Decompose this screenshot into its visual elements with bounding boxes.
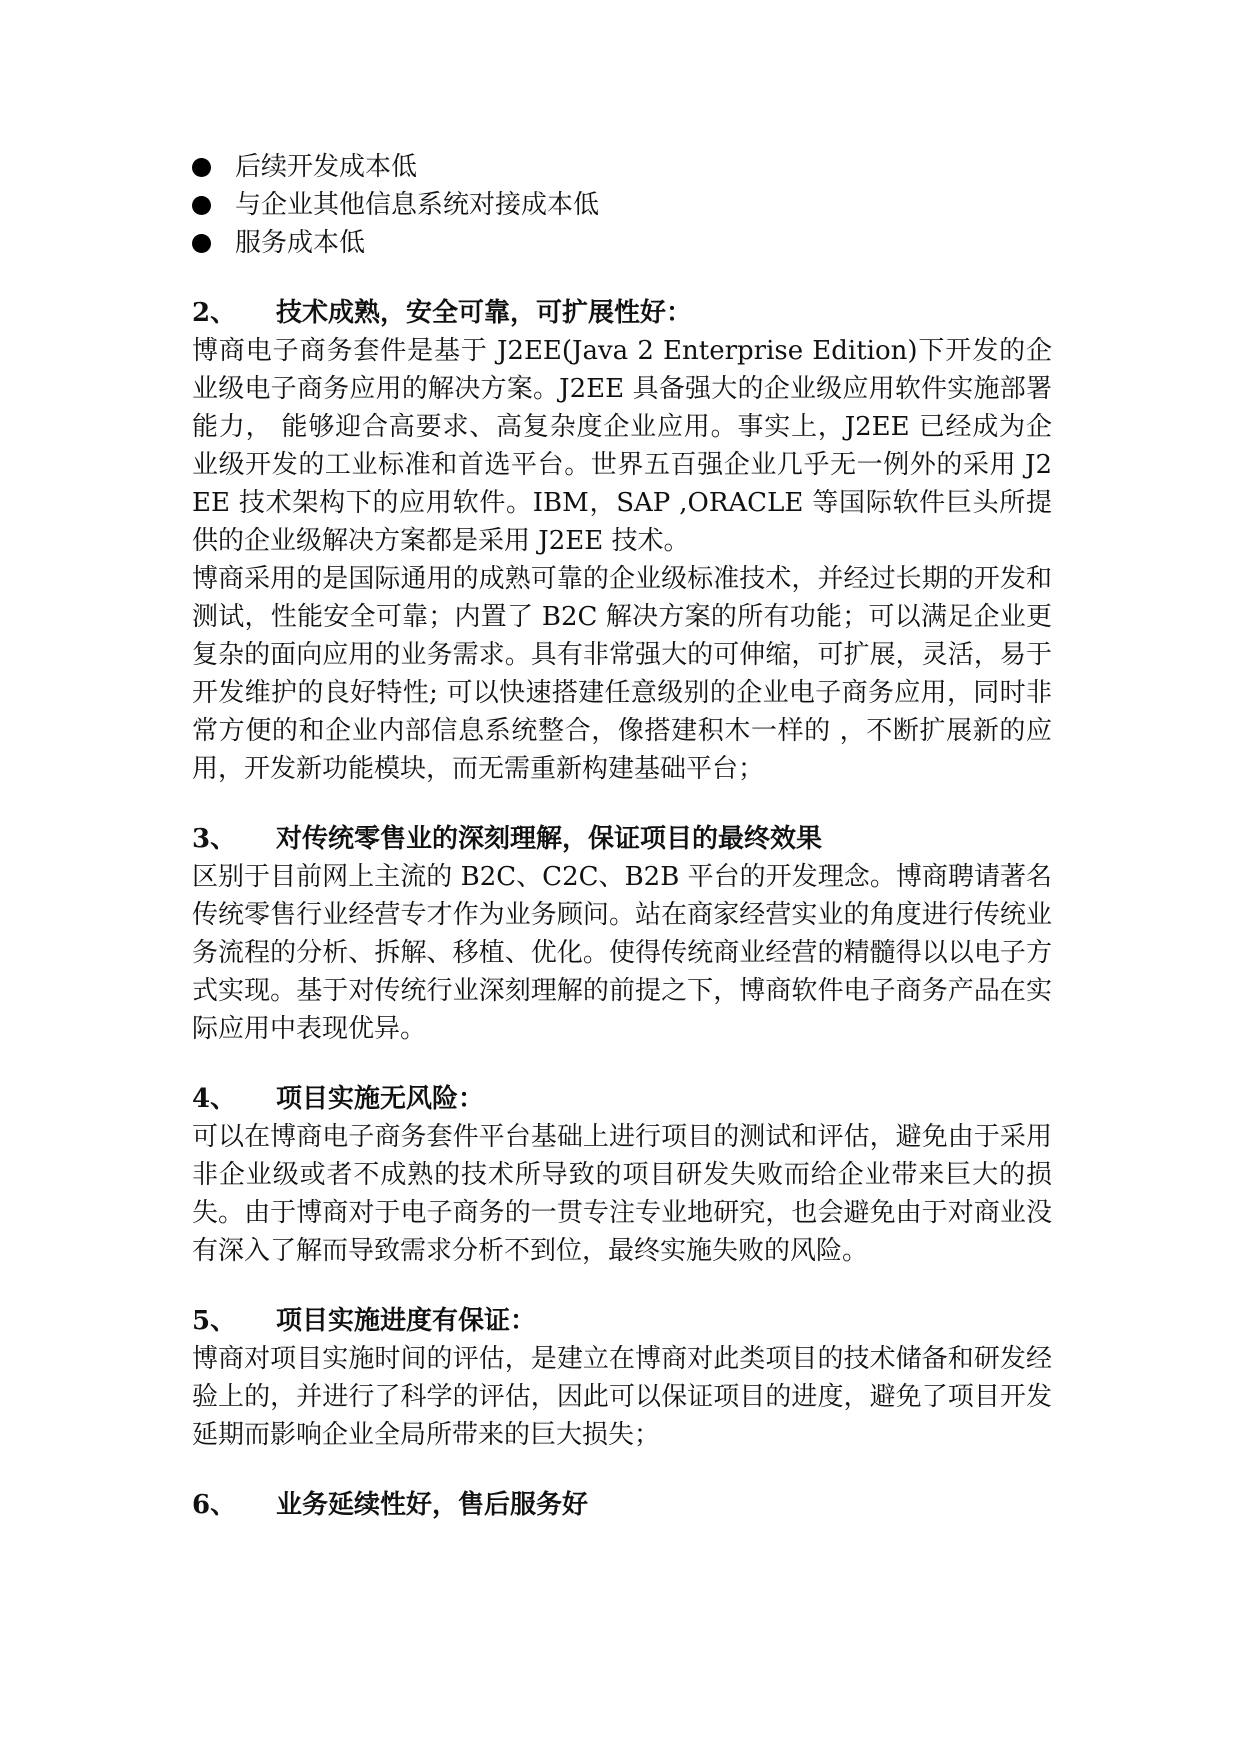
section-number: 5、: [192, 1306, 237, 1336]
section-number: 2、: [192, 298, 237, 328]
section-5: [192, 1302, 1052, 1454]
bullet-text: 与企业其他信息系统对接成本低: [235, 190, 600, 220]
section-paragraph: 区别于目前网上主流的 B2C、C2C、B2B 平台的开发理念。博商聘请著名传统零售行业经营专才作为业务顾问。站在商家经营实业的角度进行传统业务流程的分析、拆解、移植、优化。使得传统商业经营的精髓得以以电子方式实现。基于对传统行业深刻理解的前提之下，博商软件电子商务产品在实际应用中表现优异。: [192, 862, 1052, 1044]
section-heading: [192, 820, 1052, 858]
section-title: 对传统零售业的深刻理解，保证项目的最终效果: [276, 824, 823, 854]
section-number: 3、: [192, 824, 237, 854]
section-4: [192, 1080, 1052, 1270]
list-item: [192, 186, 1052, 224]
section-paragraph: 博商电子商务套件是基于 J2EE(Java 2 Enterprise Edition)下开发的企业级电子商务应用的解决方案。J2EE 具备强大的企业级应用软件实施部署能力， 能够迎合高要求、高复杂度企业应用。事实上，J2EE 已经成为企业级开发的工业标准和首选平台。世界五百强企业几乎无一例外的采用 J2EE 技术架构下的应用软件。IBM，SAP ,ORACLE 等国际软件巨头所提供的企业级解决方案都是采用 J2EE 技术。: [192, 336, 1052, 556]
bullet-icon: [192, 158, 211, 177]
bullet-text: 服务成本低: [235, 228, 366, 258]
section-heading: [192, 1486, 1052, 1524]
document-content: [192, 148, 1052, 1524]
list-item: [192, 224, 1052, 262]
section-number: 6、: [192, 1490, 237, 1520]
bullet-icon: [192, 196, 211, 215]
section-6: [192, 1486, 1052, 1524]
section-title: 技术成熟，安全可靠，可扩展性好：: [276, 298, 693, 328]
section-3: [192, 820, 1052, 1048]
bullet-list: [192, 148, 1052, 262]
section-title: 项目实施无风险：: [276, 1084, 485, 1114]
section-paragraph: 可以在博商电子商务套件平台基础上进行项目的测试和评估，避免由于采用非企业级或者不成熟的技术所导致的项目研发失败而给企业带来巨大的损失。由于博商对于电子商务的一贯专注专业地研究，也会避免由于对商业没有深入了解而导致需求分析不到位，最终实施失败的风险。: [192, 1122, 1052, 1266]
bullet-text: 后续开发成本低: [235, 152, 418, 182]
section-2: [192, 294, 1052, 788]
list-item: [192, 148, 1052, 186]
section-title: 项目实施进度有保证：: [276, 1306, 537, 1336]
section-paragraph: 博商对项目实施时间的评估，是建立在博商对此类项目的技术储备和研发经验上的，并进行了科学的评估，因此可以保证项目的进度，避免了项目开发延期而影响企业全局所带来的巨大损失；: [192, 1344, 1052, 1450]
section-title: 业务延续性好，售后服务好: [276, 1490, 589, 1520]
section-heading: [192, 1080, 1052, 1118]
section-heading: [192, 1302, 1052, 1340]
bullet-icon: [192, 234, 211, 253]
section-number: 4、: [192, 1084, 237, 1114]
section-paragraph: 博商采用的是国际通用的成熟可靠的企业级标准技术，并经过长期的开发和测试，性能安全可靠；内置了 B2C 解决方案的所有功能；可以满足企业更复杂的面向应用的业务需求。具有非常强大的可伸缩，可扩展，灵活，易于开发维护的良好特性; 可以快速搭建任意级别的企业电子商务应用，同时非常方便的和企业内部信息系统整合，像搭建积木一样的 ，不断扩展新的应用，开发新功能模块，而无需重新构建基础平台；: [192, 564, 1052, 784]
section-heading: [192, 294, 1052, 332]
